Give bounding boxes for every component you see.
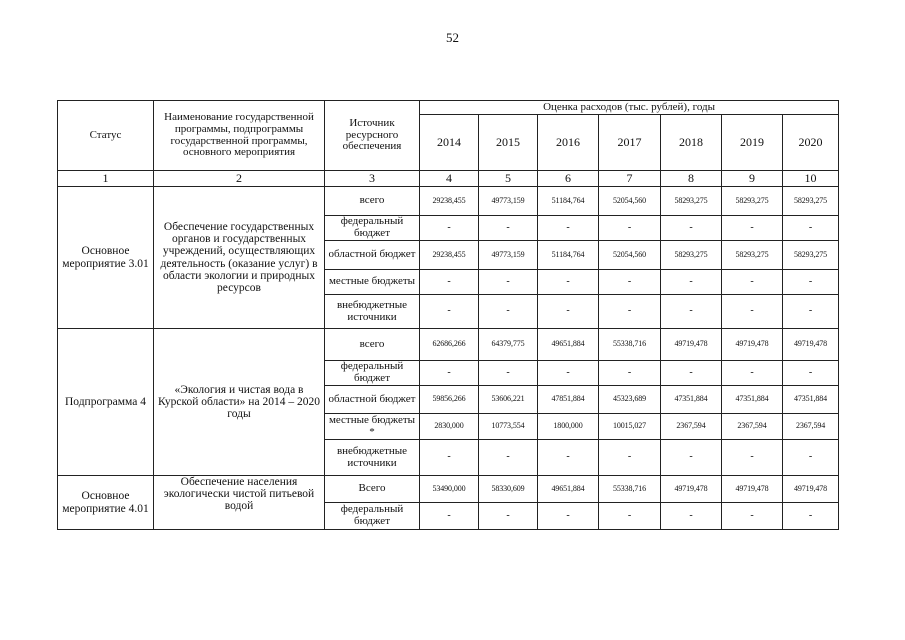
- value-cell: 51184,764: [538, 241, 599, 270]
- row-source: федеральный бюджет: [325, 361, 420, 386]
- value-cell: 49719,478: [783, 476, 839, 503]
- row-status: Подпрограмма 4: [58, 329, 154, 476]
- header-year: 2014: [420, 115, 479, 171]
- row-source: областной бюджет: [325, 241, 420, 270]
- row-status: Основное мероприятие 3.01: [58, 187, 154, 329]
- value-cell: 47351,884: [661, 386, 722, 414]
- value-cell: 53490,000: [420, 476, 479, 503]
- header-source: Источник ресурсного обеспечения: [325, 101, 420, 171]
- value-cell: -: [722, 270, 783, 295]
- value-cell: 51184,764: [538, 187, 599, 216]
- value-cell: 49719,478: [722, 476, 783, 503]
- value-cell: -: [783, 503, 839, 530]
- value-cell: -: [538, 295, 599, 329]
- value-cell: -: [661, 295, 722, 329]
- value-cell: 49719,478: [661, 476, 722, 503]
- column-numbers-row: [58, 171, 839, 187]
- value-cell: -: [661, 270, 722, 295]
- header-year: 2015: [479, 115, 538, 171]
- value-cell: 29238,455: [420, 187, 479, 216]
- row-name: Обеспечение населения экологически чистой питьевой водой: [154, 476, 325, 530]
- value-cell: -: [420, 440, 479, 476]
- value-cell: 49651,884: [538, 476, 599, 503]
- column-number: 2: [154, 171, 325, 187]
- row-source: внебюджетные источники: [325, 295, 420, 329]
- header-year: 2016: [538, 115, 599, 171]
- row-source: всего: [325, 187, 420, 216]
- column-number: 10: [783, 171, 839, 187]
- value-cell: 49651,884: [538, 329, 599, 361]
- value-cell: -: [538, 440, 599, 476]
- value-cell: 58293,275: [661, 241, 722, 270]
- value-cell: 10773,554: [479, 414, 538, 440]
- value-cell: 58293,275: [661, 187, 722, 216]
- column-number: 5: [479, 171, 538, 187]
- value-cell: -: [722, 295, 783, 329]
- value-cell: 49719,478: [783, 329, 839, 361]
- row-name: «Экология и чистая вода в Курской области» на 2014 – 2020 годы: [154, 329, 325, 476]
- value-cell: -: [661, 440, 722, 476]
- value-cell: -: [722, 216, 783, 241]
- value-cell: -: [661, 216, 722, 241]
- value-cell: -: [538, 216, 599, 241]
- value-cell: -: [420, 270, 479, 295]
- header-year: 2019: [722, 115, 783, 171]
- value-cell: -: [599, 295, 661, 329]
- table-row: [58, 329, 839, 361]
- row-source: федеральный бюджет: [325, 503, 420, 530]
- value-cell: 58293,275: [783, 241, 839, 270]
- value-cell: 2830,000: [420, 414, 479, 440]
- value-cell: -: [479, 295, 538, 329]
- value-cell: -: [783, 440, 839, 476]
- value-cell: -: [722, 440, 783, 476]
- header-estimate: Оценка расходов (тыс. рублей), годы: [420, 101, 839, 115]
- value-cell: 47851,884: [538, 386, 599, 414]
- row-status: Основное мероприятие 4.01: [58, 476, 154, 530]
- column-number: 9: [722, 171, 783, 187]
- value-cell: 47351,884: [722, 386, 783, 414]
- value-cell: -: [538, 503, 599, 530]
- value-cell: -: [599, 216, 661, 241]
- value-cell: -: [599, 270, 661, 295]
- value-cell: -: [479, 270, 538, 295]
- value-cell: 49719,478: [661, 329, 722, 361]
- column-number: 3: [325, 171, 420, 187]
- value-cell: 58293,275: [722, 241, 783, 270]
- value-cell: -: [479, 216, 538, 241]
- value-cell: -: [420, 295, 479, 329]
- row-source: местные бюджеты: [325, 270, 420, 295]
- header-status: Статус: [58, 101, 154, 171]
- value-cell: 49719,478: [722, 329, 783, 361]
- column-number: 7: [599, 171, 661, 187]
- value-cell: 53606,221: [479, 386, 538, 414]
- column-number: 6: [538, 171, 599, 187]
- value-cell: 47351,884: [783, 386, 839, 414]
- value-cell: -: [479, 503, 538, 530]
- value-cell: 62686,266: [420, 329, 479, 361]
- value-cell: 64379,775: [479, 329, 538, 361]
- value-cell: 58330,609: [479, 476, 538, 503]
- value-cell: 29238,455: [420, 241, 479, 270]
- column-number: 4: [420, 171, 479, 187]
- row-source: внебюджетные источники: [325, 440, 420, 476]
- row-source: Всего: [325, 476, 420, 503]
- value-cell: 58293,275: [722, 187, 783, 216]
- value-cell: -: [420, 361, 479, 386]
- row-source: областной бюджет: [325, 386, 420, 414]
- value-cell: -: [599, 503, 661, 530]
- value-cell: -: [599, 440, 661, 476]
- header-year: 2020: [783, 115, 839, 171]
- value-cell: 2367,594: [783, 414, 839, 440]
- value-cell: 58293,275: [783, 187, 839, 216]
- value-cell: 10015,027: [599, 414, 661, 440]
- budget-table: [57, 100, 839, 530]
- value-cell: 49773,159: [479, 187, 538, 216]
- value-cell: 55338,716: [599, 329, 661, 361]
- value-cell: -: [783, 270, 839, 295]
- value-cell: -: [783, 361, 839, 386]
- value-cell: -: [661, 361, 722, 386]
- page-number: 52: [446, 30, 459, 45]
- value-cell: -: [420, 216, 479, 241]
- value-cell: 2367,594: [722, 414, 783, 440]
- row-source: федеральный бюджет: [325, 216, 420, 241]
- value-cell: 55338,716: [599, 476, 661, 503]
- value-cell: -: [661, 503, 722, 530]
- value-cell: -: [479, 440, 538, 476]
- value-cell: 52054,560: [599, 241, 661, 270]
- header-year: 2018: [661, 115, 722, 171]
- value-cell: 59856,266: [420, 386, 479, 414]
- table-row: [58, 476, 839, 503]
- value-cell: -: [783, 295, 839, 329]
- value-cell: -: [538, 270, 599, 295]
- value-cell: -: [599, 361, 661, 386]
- value-cell: 45323,689: [599, 386, 661, 414]
- column-number: 1: [58, 171, 154, 187]
- value-cell: -: [538, 361, 599, 386]
- column-number: 8: [661, 171, 722, 187]
- value-cell: 52054,560: [599, 187, 661, 216]
- header-name: Наименование государственной программы, подпрограммы государственной программы, основного мероприятия: [154, 101, 325, 171]
- value-cell: -: [479, 361, 538, 386]
- value-cell: 49773,159: [479, 241, 538, 270]
- row-source: местные бюджеты *: [325, 414, 420, 440]
- row-name: Обеспечение государственных органов и государственных учреждений, осуществляющих деятельность (оказание услуг) в области экологии и природных ресурсов: [154, 187, 325, 329]
- value-cell: -: [722, 361, 783, 386]
- value-cell: -: [420, 503, 479, 530]
- header-year: 2017: [599, 115, 661, 171]
- value-cell: -: [783, 216, 839, 241]
- value-cell: -: [722, 503, 783, 530]
- row-source: всего: [325, 329, 420, 361]
- value-cell: 2367,594: [661, 414, 722, 440]
- value-cell: 1800,000: [538, 414, 599, 440]
- table-row: [58, 187, 839, 216]
